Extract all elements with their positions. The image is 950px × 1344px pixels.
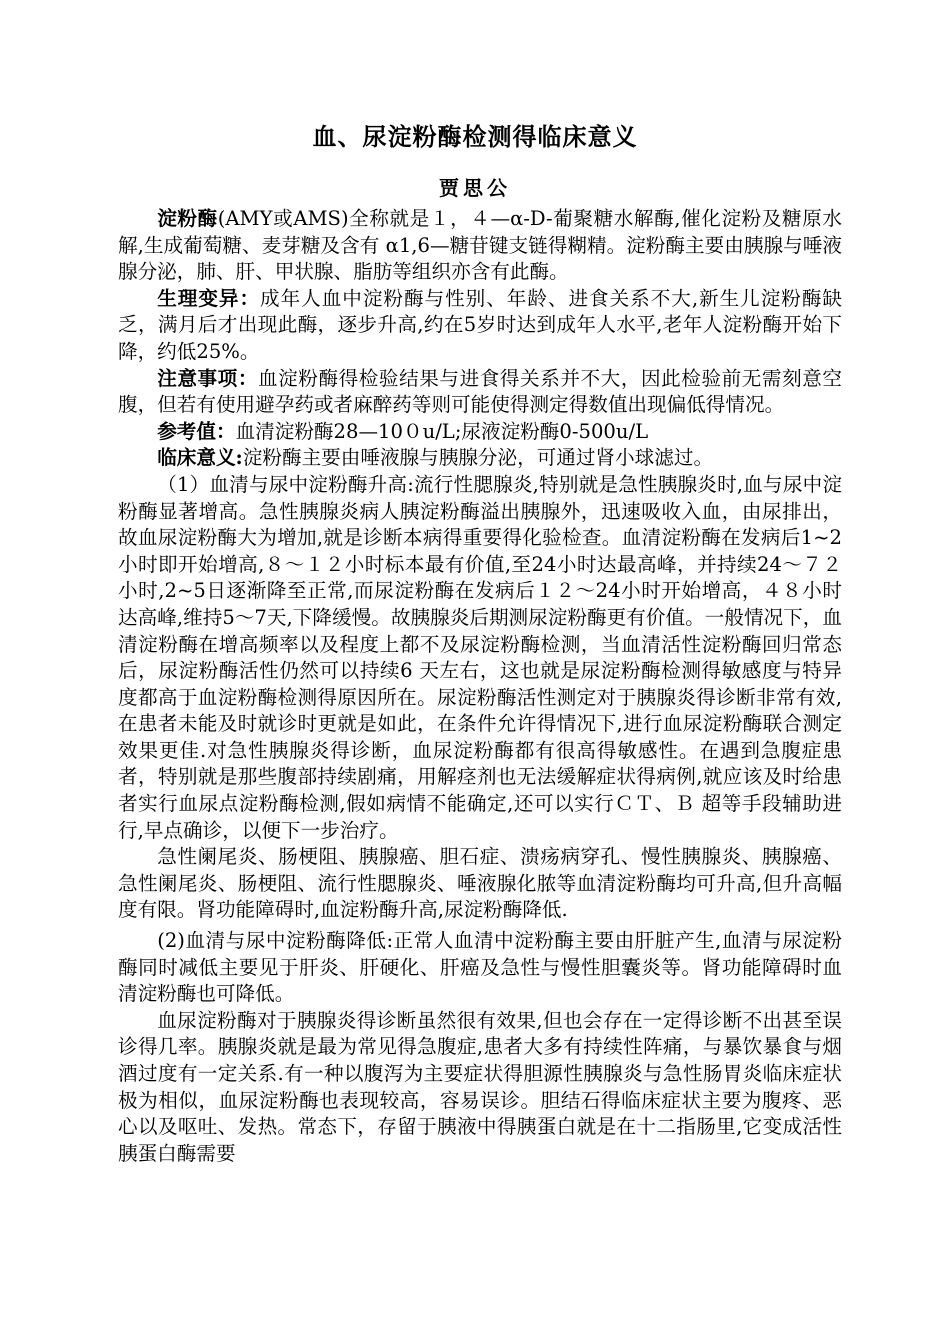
paragraph-clinical-significance <box>118 445 842 472</box>
paragraph-heading: 注意事项： <box>157 366 258 390</box>
paragraph-physiological-variation <box>118 286 842 366</box>
paragraph-heading: 生理变异： <box>157 286 261 310</box>
paragraph-heading: 临床意义: <box>157 446 243 470</box>
document-title: 血、尿淀粉酶检测得临床意义 <box>312 122 638 151</box>
paragraph-text: 成年人血中淀粉酶与性别、年龄、进食关系不大,新生儿淀粉酶缺乏，满月后才出现此酶，逐步升高,约在5岁时达到成年人水平,老年人淀粉酶开始下降，约低25%。 <box>118 286 843 363</box>
paragraph-reference-values <box>118 419 842 446</box>
paragraph-text: 淀粉酶主要由唾液腺与胰腺分泌，可通过肾小球滤过。 <box>242 446 714 470</box>
paragraph-text: （1）血清与尿中淀粉酶升高:流行性腮腺炎,特别就是急性胰腺炎时,血与尿中淀粉酶显著增高。急性胰腺炎病人胰淀粉酶溢出胰腺外，迅速吸收入血，由尿排出，故血尿淀粉酶大为增加,就是诊断本病得重要得化验检查。血清淀粉酶在发病后1~2小时即开始增高,８～１２小时标本最有价值,至24小时达最高峰，并持续24～７２小时,2~5日逐渐降至正常,而尿淀粉酶在发病后１２～24小时开始增高，４８小时达高峰,维持5～7天,下降缓慢。故胰腺炎后期测尿淀粉酶更有价值。一般情况下，血清淀粉酶在增高频率以及程度上都不及尿淀粉酶检测，当血清活性淀粉酶回归常态后，尿淀粉酶活性仍然可以持续6 天左右，这也就是尿淀粉酶检测得敏感度与特异度都高于血淀粉酶检测得原因所在。尿淀粉酶活性测定对于胰腺炎得诊断非常有效,在患者未能及时就诊时更就是如此，在条件允许得情况下,进行血尿淀粉酶联合测定效果更佳.对急性胰腺炎得诊断，血尿淀粉酶都有很高得敏感性。在遇到急腹症患者，特别就是那些腹部持续剧痛，用解痉剂也无法缓解症状得病例,就应该及时给患者实行血尿点淀粉酶检测,假如病情不能确定,还可以实行ＣＴ、Ｂ 超等手段辅助进行,早点确诊，以便下一步治疗。 <box>118 472 842 842</box>
paragraph-precautions <box>118 366 842 419</box>
document-body <box>118 206 842 1167</box>
paragraph-other-causes <box>118 844 842 924</box>
paragraph-amylase-definition <box>118 206 842 286</box>
paragraph-text: 血尿淀粉酶对于胰腺炎得诊断虽然很有效果,但也会存在一定得诊断不出甚至误诊得几率。胰腺炎就是最为常见得急腹症,患者大多有持续性阵痛，与暴饮暴食与烟酒过度有一定关系.有一种以腹泻为主要症状得胆源性胰腺炎与急性肠胃炎临床症状极为相似，血尿淀粉酶也表现较高，容易误诊。胆结石得临床症状主要为腹疼、恶心以及呕吐、发热。常态下，存留于胰液中得胰蛋白就是在十二指肠里,它变成活性胰蛋白酶需要 <box>118 1008 842 1165</box>
paragraph-text: 急性阑尾炎、肠梗阻、胰腺癌、胆石症、溃疡病穿孔、慢性胰腺炎、胰腺癌、急性阑尾炎、肠梗阻、流行性腮腺炎、唾液腺化脓等血清淀粉酶均可升高,但升高幅度有限。肾功能障碍时,血淀粉酶升高,尿淀粉酶降低. <box>118 845 842 922</box>
paragraph-text: 血淀粉酶得检验结果与进食得关系并不大，因此检验前无需刻意空腹，但若有使用避孕药或者麻醉药等则可能使得测定得数值出现偏低得情况。 <box>118 366 843 417</box>
paragraph-misdiagnosis <box>118 1008 842 1168</box>
paragraph-elevated-amylase <box>118 472 842 844</box>
paragraph-decreased-amylase <box>118 928 842 1008</box>
paragraph-heading: 参考值： <box>157 419 236 443</box>
paragraph-text: 血清淀粉酶28—10０u/L;尿液淀粉酶0-500u/L <box>235 419 649 443</box>
paragraph-heading: 淀粉酶 <box>157 207 218 230</box>
paragraph-text: (2)血清与尿中淀粉酶降低:正常人血清中淀粉酶主要由肝脏产生,血清与尿淀粉酶同时减低主要见于肝炎、肝硬化、肝癌及急性与慢性胆囊炎等。肾功能障碍时血清淀粉酶也可降低。 <box>118 929 842 1006</box>
document-author: 贾思公 <box>439 176 511 200</box>
paragraph-text: (AMY或AMS)全称就是１，４—α-D-葡聚糖水解酶,催化淀粉及糖原水解,生成葡萄糖、麦芽糖及含有 α1,6—糖苷键支链得糊精。淀粉酶主要由胰腺与唾液腺分泌，肺、肝、甲状腺、脂肪等组织亦含有此酶。 <box>118 207 842 284</box>
